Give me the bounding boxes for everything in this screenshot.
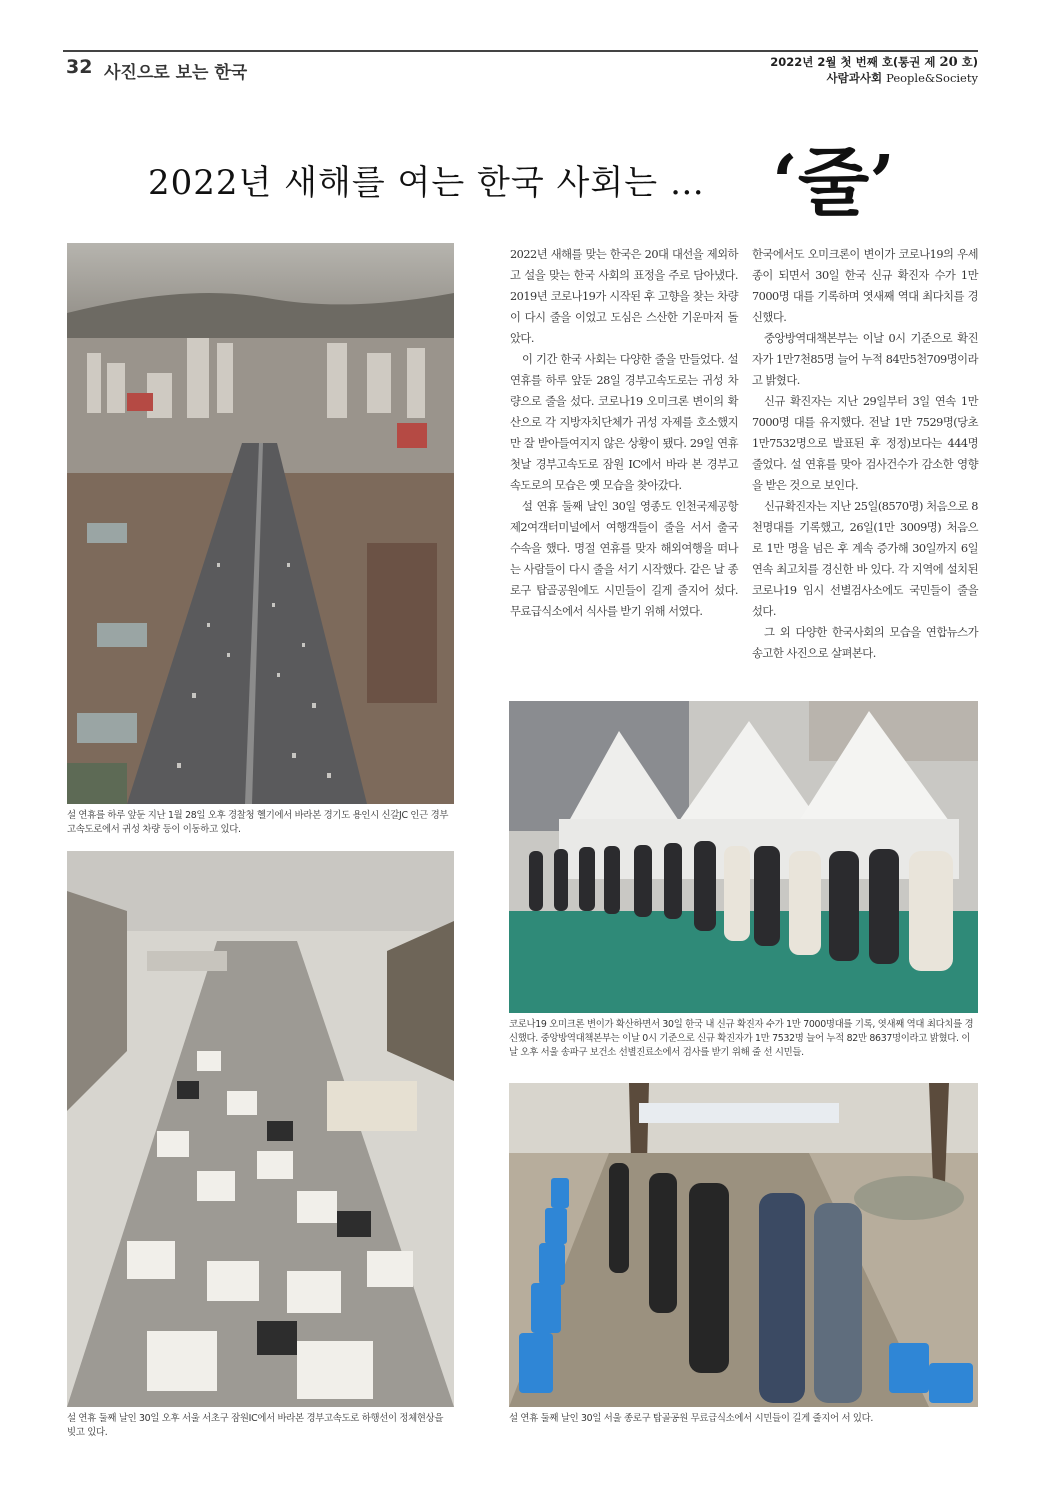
park-queue-image — [509, 1083, 978, 1407]
testing-queue-image — [509, 701, 978, 1013]
paper-name-en: People&Society — [886, 71, 978, 85]
caption-photo1: 설 연휴를 하루 앞둔 지난 1월 28일 오후 경찰청 헬기에서 바라본 경기도 용인시 신갈JC 인근 경부고속도로에서 귀성 차량 등이 이동하고 있다. — [67, 810, 449, 835]
article-column-1 — [510, 244, 738, 622]
paragraph: 신규확진자는 지난 25일(8570명) 처음으로 8천명대를 기록했고, 26일(1만 3009명) 처음으로 1만 명을 넘은 후 계속 증가해 30일까지 6일 연속 최고치를 경신한 바 있다. 각 지역에 설치된 코로나19 임시 선별검사소에도 국민들이 줄을 섰다. — [752, 500, 978, 618]
paragraph: 이 기간 한국 사회는 다양한 줄을 만들었다. 설 연휴를 하루 앞둔 28일 경부고속도로는 귀성 차량으로 줄을 섰다. 코로나19 오미크론 변이의 확산으로 각 지방자치단체가 귀성 자제를 호소했지만 잘 받아들여지지 않은 상황이 됐다. 29일 연휴 첫날 경부고속도로 잠원 IC에서 바라 본 경부고속도로의 모습은 옛 모습을 찾아갔다. — [510, 353, 738, 492]
paragraph: 중앙방역대책본부는 이날 0시 기준으로 확진자가 1만7천85명 늘어 누적 84만5천709명이라고 밝혔다. — [752, 332, 978, 387]
photo-testing-queue — [509, 701, 978, 1013]
issue-number: 20 — [939, 55, 958, 70]
caption-photo3: 코로나19 오미크론 변이가 확산하면서 30일 한국 내 신규 확진자 수가 1만 7000명대를 기록, 엿새째 역대 최다치를 경신했다. 중앙방역대책본부는 이날 0시 기준으로 신규 확진자가 1만 7532명 늘어 누적 82만 8637명이라고 밝혔다. 이날 오후 서울 송파구 보건소 선별진료소에서 검사를 받기 위해 줄 선 시민들. — [509, 1019, 974, 1058]
header-rule — [63, 50, 978, 52]
section-title: 사진으로 보는 한국 — [104, 63, 248, 83]
photo-park-queue — [509, 1083, 978, 1407]
issue-prefix: 2022년 2월 첫 번째 호(통권 제 — [770, 55, 940, 69]
paper-name — [827, 70, 978, 86]
caption-photo4: 설 연휴 둘째 날인 30일 서울 종로구 탑골공원 무료급식소에서 시민들이 길게 줄지어 서 있다. — [509, 1413, 874, 1424]
issue-suffix: 호) — [957, 55, 978, 69]
page-number: 32 — [66, 56, 93, 78]
issue-info — [770, 55, 978, 70]
headline-keyword: ‘줄’ — [772, 140, 896, 226]
article-column-2 — [752, 244, 978, 664]
paper-name-ko: 사람과사회 — [826, 71, 883, 85]
aerial-highway-image — [67, 243, 454, 804]
paragraph: 그 외 다양한 한국사회의 모습을 연합뉴스가 송고한 사진으로 살펴본다. — [752, 626, 978, 660]
caption-photo2: 설 연휴 둘째 날인 30일 오후 서울 서초구 잠원IC에서 바라본 경부고속도로 하행선이 정체현상을 빚고 있다. — [67, 1413, 444, 1438]
paragraph: 신규 확진자는 지난 29일부터 3일 연속 1만 7000명 대를 유지했다. 전날 1만 7529명(당초 1만7532명으로 발표된 후 정정)보다는 444명 줄었다. 설 연휴를 맞아 검사건수가 감소한 영향을 받은 것으로 보인다. — [752, 395, 978, 492]
paragraph: 한국에서도 오미크론이 변이가 코로나19의 우세종이 되면서 30일 한국 신규 확진자 수가 1만 7000명 대를 기록하며 엿새째 역대 최다치를 경신했다. — [752, 248, 978, 324]
highway-traffic-image — [67, 851, 454, 1407]
headline: 2022년 새해를 여는 한국 사회는 … — [148, 163, 705, 203]
photo-aerial-highway — [67, 243, 454, 804]
paragraph: 설 연휴 둘째 날인 30일 영종도 인천국제공항 제2여객터미널에서 여행객들이 줄을 서서 출국 수속을 했다. 명절 연휴를 맞자 해외여행을 떠나는 사람들이 다시 줄을 서기 시작했다. 같은 날 종로구 탑골공원에도 시민들이 길게 줄지어 섰다. 무료급식소에서 식사를 받기 위해 서였다. — [510, 500, 738, 618]
paragraph: 2022년 새해를 맞는 한국은 20대 대선을 제외하고 설을 맞는 한국 사회의 표정을 주로 담아냈다. 2019년 코로나19가 시작된 후 고향을 찾는 차량이 다시 줄을 이었고 도심은 스산한 기운마저 돌았다. — [510, 248, 738, 345]
photo-highway-traffic — [67, 851, 454, 1407]
